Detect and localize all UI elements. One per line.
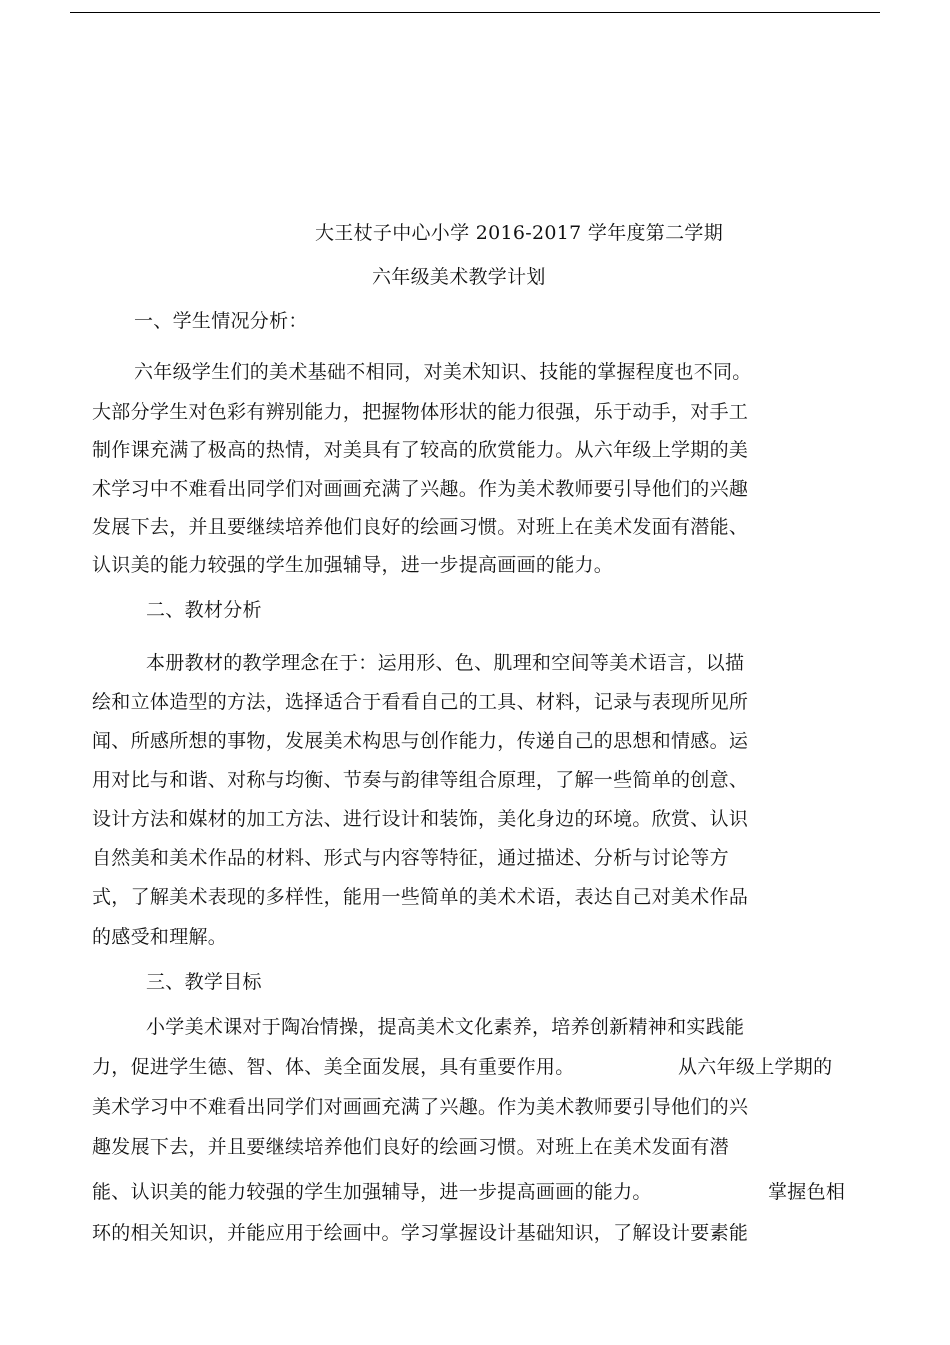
paragraph-line: 环的相关知识，并能应用于绘画中。学习掌握设计基础知识，了解设计要素能 bbox=[92, 1222, 749, 1244]
paragraph-line: 六年级学生们的美术基础不相同，对美术知识、技能的掌握程度也不同。 bbox=[134, 361, 752, 383]
section-heading-goals: 三、教学目标 bbox=[146, 971, 262, 993]
paragraph-line: 闻、所感所想的事物，发展美术构思与创作能力，传递自己的思想和情感。运 bbox=[92, 730, 749, 752]
paragraph-line: 美术学习中不难看出同学们对画画充满了兴趣。作为美术教师要引导他们的兴 bbox=[92, 1096, 749, 1118]
paragraph-line: 术学习中不难看出同学们对画画充满了兴趣。作为美术教师要引导他们的兴趣 bbox=[92, 478, 749, 500]
header-rule bbox=[70, 12, 880, 13]
paragraph-line: 小学美术课对于陶冶情操，提高美术文化素养，培养创新精神和实践能 bbox=[146, 1016, 745, 1038]
paragraph-line: 能、认识美的能力较强的学生加强辅导，进一步提高画画的能力。 bbox=[92, 1181, 652, 1203]
paragraph-line: 式，了解美术表现的多样性，能用一些简单的美术术语，表达自己对美术作品 bbox=[92, 886, 749, 908]
section-heading-students: 一、学生情况分析： bbox=[134, 310, 308, 332]
document-subtitle: 六年级美术教学计划 bbox=[372, 266, 546, 288]
paragraph-line-fragment: 从六年级上学期的 bbox=[678, 1056, 833, 1078]
document-title: 大王杖子中心小学 2016-2017 学年度第二学期 bbox=[315, 222, 724, 244]
paragraph-line: 制作课充满了极高的热情，对美具有了较高的欣赏能力。从六年级上学期的美 bbox=[92, 439, 749, 461]
paragraph-line: 绘和立体造型的方法，选择适合于看看自己的工具、材料，记录与表现所见所 bbox=[92, 691, 749, 713]
paragraph-line: 力，促进学生德、智、体、美全面发展，具有重要作用。 bbox=[92, 1056, 575, 1078]
paragraph-line: 本册教材的教学理念在于：运用形、色、肌理和空间等美术语言，以描 bbox=[146, 652, 745, 674]
paragraph-line: 设计方法和媒材的加工方法、进行设计和装饰，美化身边的环境。欣赏、认识 bbox=[92, 808, 749, 830]
paragraph-line: 发展下去，并且要继续培养他们良好的绘画习惯。对班上在美术发面有潜能、 bbox=[92, 516, 749, 538]
section-heading-textbook: 二、教材分析 bbox=[146, 599, 262, 621]
paragraph-line-fragment: 掌握色相 bbox=[768, 1181, 846, 1203]
paragraph-line: 趣发展下去，并且要继续培养他们良好的绘画习惯。对班上在美术发面有潜 bbox=[92, 1136, 729, 1158]
paragraph-line: 认识美的能力较强的学生加强辅导，进一步提高画画的能力。 bbox=[92, 554, 614, 576]
paragraph-line: 自然美和美术作品的材料、形式与内容等特征，通过描述、分析与讨论等方 bbox=[92, 847, 729, 869]
paragraph-line: 的感受和理解。 bbox=[92, 926, 228, 948]
paragraph-line: 大部分学生对色彩有辨别能力，把握物体形状的能力很强，乐于动手，对手工 bbox=[92, 401, 749, 423]
paragraph-line: 用对比与和谐、对称与均衡、节奏与韵律等组合原理，了解一些简单的创意、 bbox=[92, 769, 749, 791]
